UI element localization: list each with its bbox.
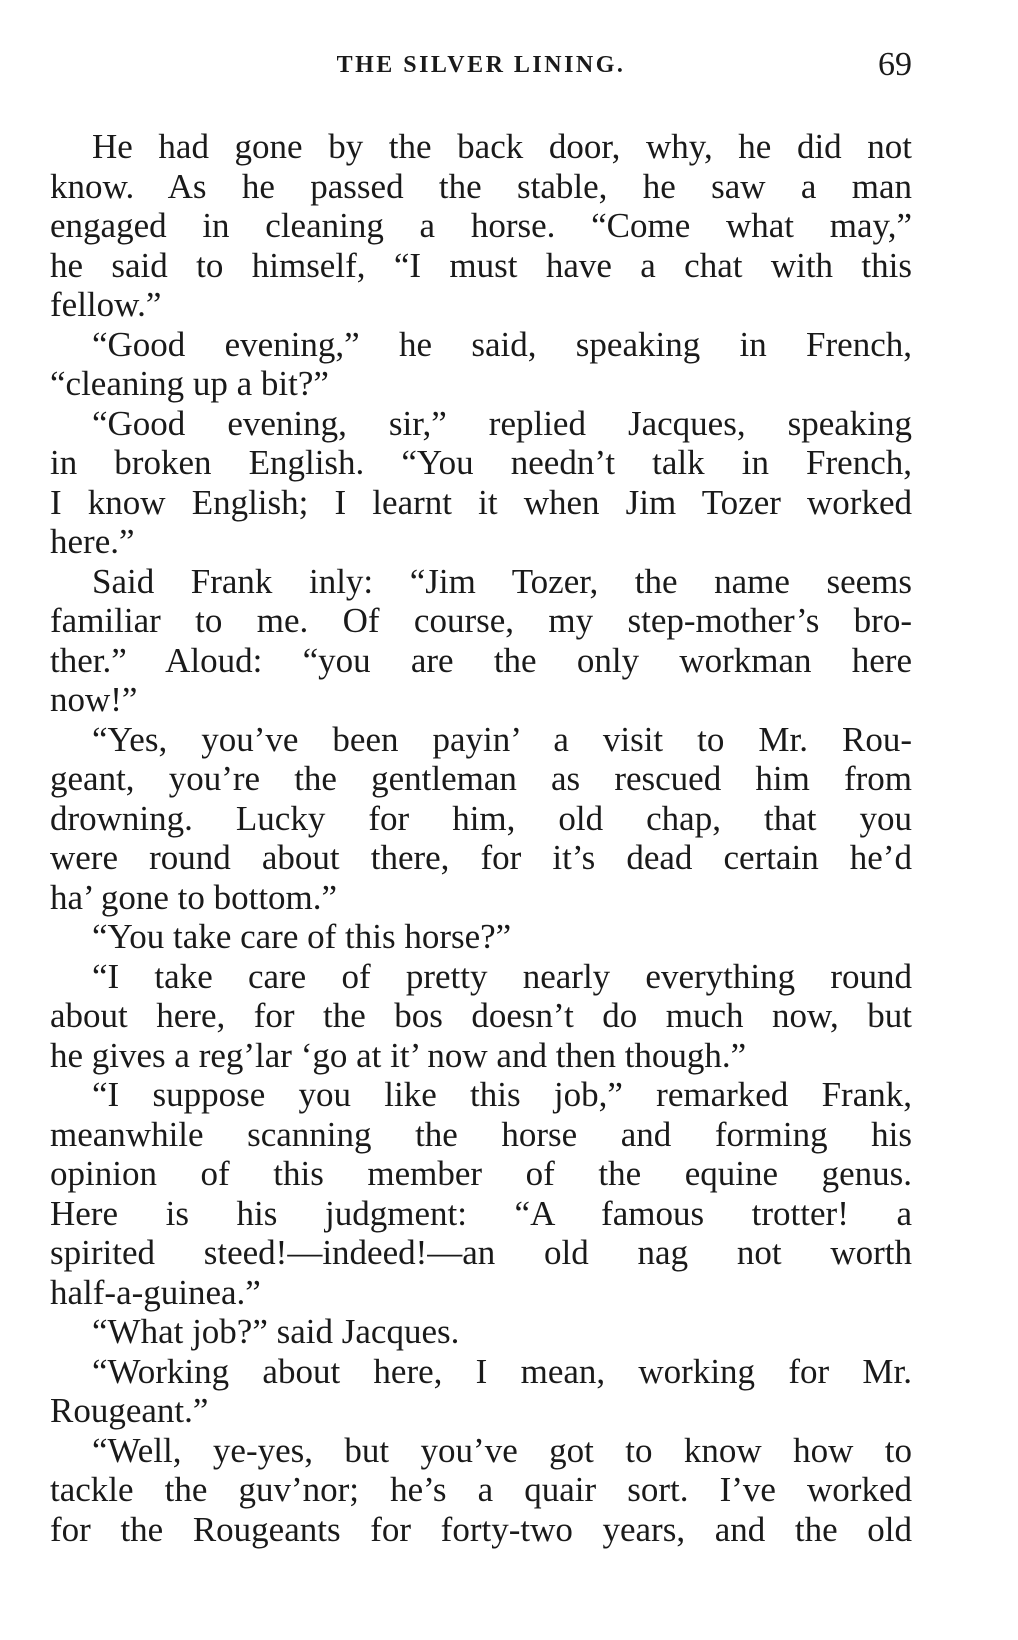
text-line: meanwhile scanning the horse and forming his	[50, 1114, 912, 1154]
text-line: were round about there, for it’s dead certain he’d	[50, 838, 912, 877]
text-line: drowning. Lucky for him, old chap, that you	[50, 798, 912, 838]
text-line: he said to himself, “I must have a chat with this	[50, 245, 912, 285]
text-line: He had gone by the back door, why, he did not	[92, 127, 912, 166]
text-line: familiar to me. Of course, my step-mother’s bro-	[50, 601, 912, 640]
running-head	[50, 46, 912, 92]
text-line: about here, for the bos doesn’t do much now, but	[50, 996, 912, 1035]
text-line: “cleaning up a bit?”	[50, 364, 329, 403]
text-line: for the Rougeants for forty-two years, and the old	[50, 1509, 912, 1549]
text-line: “Working about here, I mean, working for Mr.	[92, 1351, 912, 1391]
text-line: opinion of this member of the equine genus.	[50, 1154, 912, 1193]
text-line: geant, you’re the gentleman as rescued him from	[50, 759, 912, 798]
text-line: “I suppose you like this job,” remarked Frank,	[92, 1075, 912, 1114]
text-line: he gives a reg’lar ‘go at it’ now and then though.”	[50, 1035, 747, 1075]
running-title: THE SILVER LINING.	[336, 52, 626, 78]
text-line: in broken English. “You needn’t talk in French,	[50, 443, 912, 482]
text-line: “You take care of this horse?”	[92, 917, 512, 956]
text-line: know. As he passed the stable, he saw a man	[50, 166, 912, 206]
text-line: half-a-guinea.”	[50, 1272, 261, 1312]
text-line: here.”	[50, 522, 135, 561]
text-line: Said Frank inly: “Jim Tozer, the name seems	[92, 561, 912, 601]
text-line: “Yes, you’ve been payin’ a visit to Mr. Rou-	[92, 719, 912, 759]
text-line: engaged in cleaning a horse. “Come what may,”	[50, 206, 912, 245]
text-line: Here is his judgment: “A famous trotter! a	[50, 1193, 912, 1233]
text-line: tackle the guv’nor; he’s a quair sort. I’ve worked	[50, 1470, 912, 1509]
text-line: I know English; I learnt it when Jim Tozer worked	[50, 482, 912, 522]
text-line: Rougeant.”	[50, 1391, 209, 1430]
text-line: “Good evening,” he said, speaking in French,	[92, 324, 912, 364]
text-line: ther.” Aloud: “you are the only workman here	[50, 640, 912, 680]
text-line: “Well, ye-yes, but you’ve got to know how to	[92, 1430, 912, 1470]
text-line: “Good evening, sir,” replied Jacques, speaking	[92, 403, 912, 443]
page-number: 69	[878, 46, 912, 83]
text-line: spirited steed!—indeed!—an old nag not worth	[50, 1233, 912, 1272]
text-line: now!”	[50, 680, 138, 719]
text-line: ha’ gone to bottom.”	[50, 877, 338, 917]
text-line: “I take care of pretty nearly everything round	[92, 956, 912, 996]
text-line: fellow.”	[50, 285, 162, 324]
body-text	[50, 127, 912, 1549]
text-line: “What job?” said Jacques.	[92, 1312, 460, 1351]
